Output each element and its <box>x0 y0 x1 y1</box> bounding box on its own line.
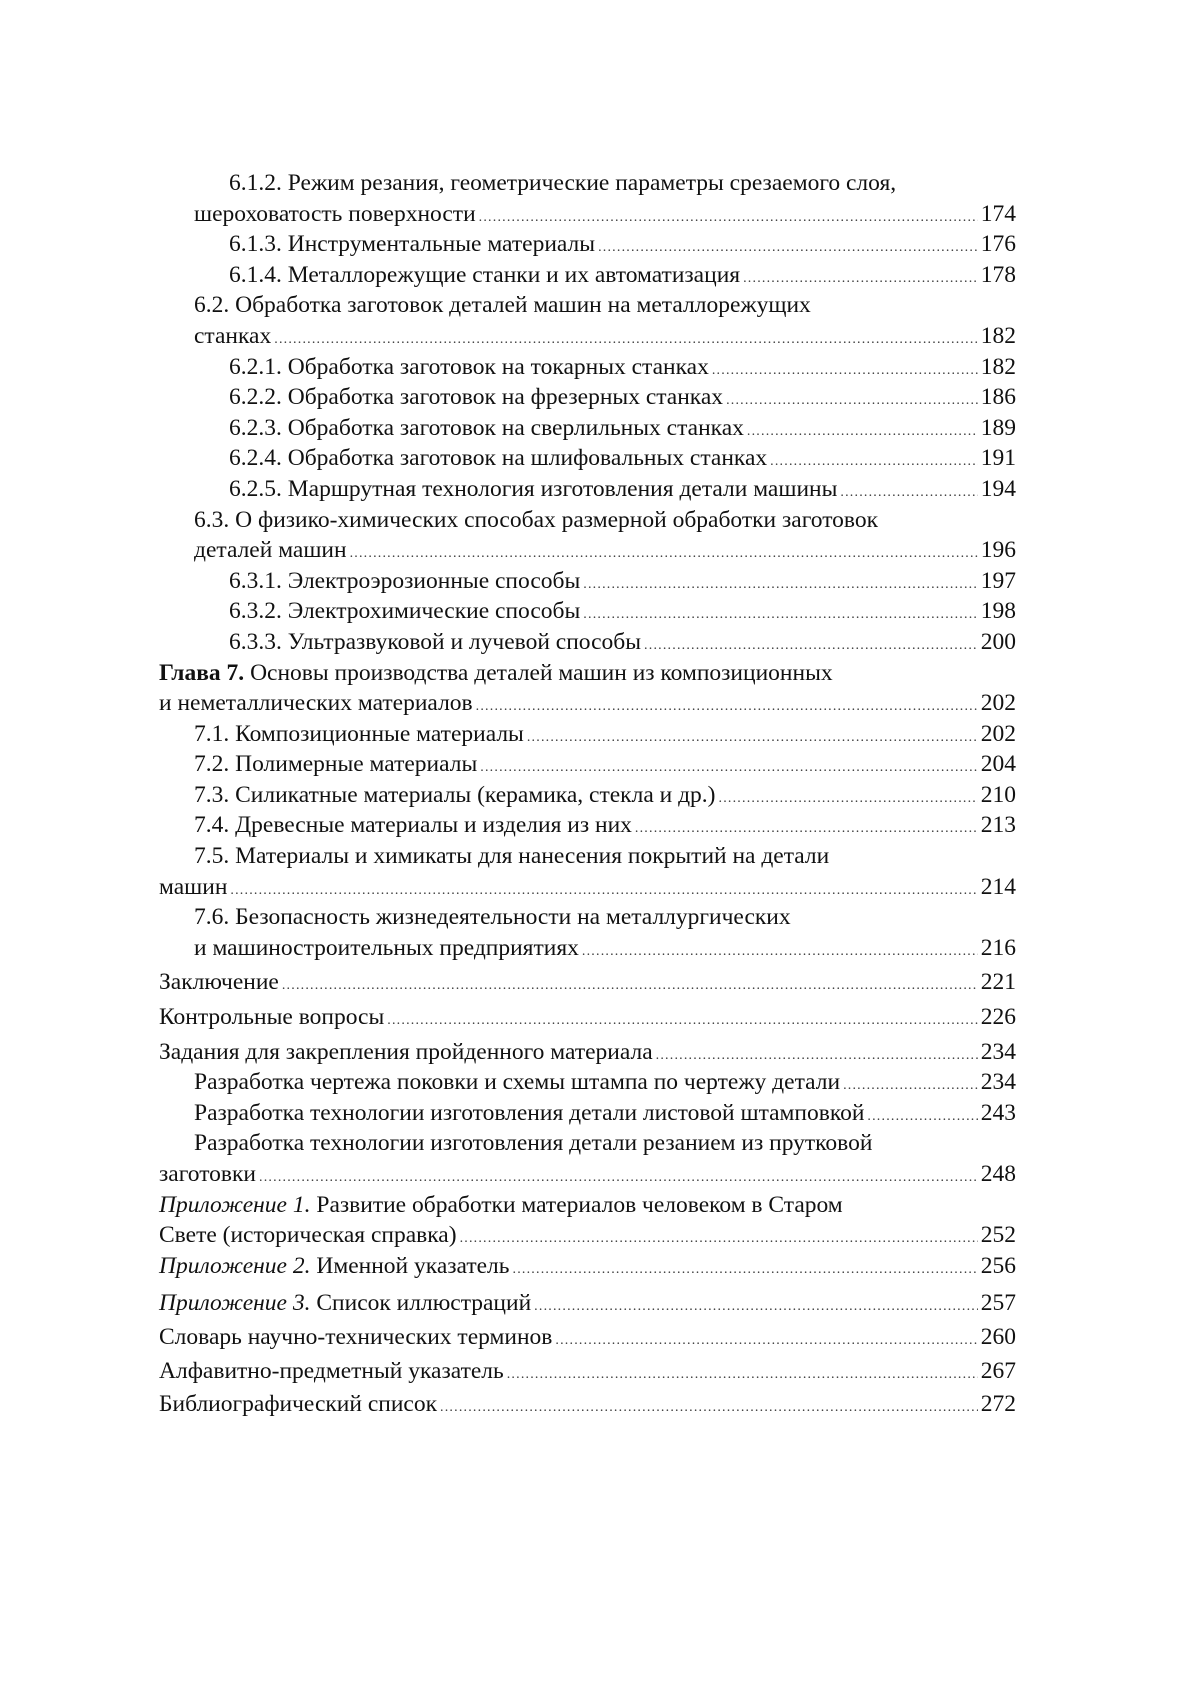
chapter-label: Глава 7. <box>159 659 245 686</box>
page-number: 182 <box>980 353 1016 380</box>
page-number: 174 <box>980 200 1016 227</box>
toc-entry: Приложение 3. Список иллюстраций ..... 257 <box>159 1288 1016 1319</box>
toc-entry: 7.2. Полимерные материалы ..... 204 <box>159 749 1016 780</box>
toc-entry: Словарь научно-технических терминов ..... 260 <box>159 1322 1016 1353</box>
toc-entry: 7.1. Композиционные материалы ..... 202 <box>159 719 1016 750</box>
toc-entry: 6.3. О физико-химических способах размерной обработки заготовок <box>194 506 879 533</box>
toc-entry: 6.2. Обработка заготовок деталей машин на металлорежущих <box>194 292 811 319</box>
page-number: 191 <box>980 445 1016 472</box>
page-number: 198 <box>980 598 1016 625</box>
leader-dots <box>712 356 978 387</box>
page-number: 202 <box>980 720 1016 747</box>
toc-entry: 7.3. Силикатные материалы (керамика, стекла и др.) ..... 210 <box>159 780 1016 811</box>
toc-entry: Приложение 2. Именной указатель ..... 256 <box>159 1251 1016 1282</box>
leader-dots <box>867 1102 977 1133</box>
leader-dots <box>726 386 978 417</box>
leader-dots <box>583 600 977 631</box>
leader-dots <box>534 1292 978 1323</box>
leader-dots <box>513 1255 978 1286</box>
leader-dots <box>582 937 978 968</box>
leader-dots <box>476 692 978 723</box>
toc-entry: заготовки ..... 248 <box>159 1159 1016 1190</box>
toc-entry: деталей машин ..... 196 <box>159 535 1016 566</box>
toc-entry: 6.3.3. Ультразвуковой и лучевой способы ..... 200 <box>159 627 1016 658</box>
page-number: 272 <box>980 1391 1016 1418</box>
toc-entry: Алфавитно-предметный указатель ..... 267 <box>159 1356 1016 1387</box>
toc-entry: 6.3.1. Электроэрозионные способы ..... 197 <box>159 566 1016 597</box>
toc-entry: Разработка технологии изготовления детали резанием из прутковой <box>194 1130 873 1157</box>
leader-dots <box>460 1224 978 1255</box>
page-number: 257 <box>980 1290 1016 1317</box>
page-number: 252 <box>980 1222 1016 1249</box>
toc-entry: Задания для закрепления пройденного материала ..... 234 <box>159 1037 1016 1068</box>
toc-entry: 7.5. Материалы и химикаты для нанесения покрытий на детали <box>194 843 830 870</box>
page-number: 216 <box>980 934 1016 961</box>
page-number: 204 <box>980 751 1016 778</box>
toc-entry: 7.6. Безопасность жизнедеятельности на металлургических <box>194 904 791 931</box>
toc-entry: Приложение 1. Развитие обработки материалов человеком в Старом <box>159 1191 843 1218</box>
toc-entry: Заключение ..... 221 <box>159 967 1016 998</box>
page-number: 234 <box>980 1038 1016 1065</box>
page-number: 178 <box>980 261 1016 288</box>
toc-entry: и неметаллических материалов ..... 202 <box>159 688 1016 719</box>
toc-entry: 6.2.1. Обработка заготовок на токарных станках ..... 182 <box>159 352 1016 383</box>
toc-entry: и машиностроительных предприятиях ..... 216 <box>159 933 1016 964</box>
toc-entry: Контрольные вопросы ..... 226 <box>159 1002 1016 1033</box>
leader-dots <box>527 723 978 754</box>
page-number: 186 <box>980 384 1016 411</box>
page-number: 213 <box>980 812 1016 839</box>
toc-entry: Свете (историческая справка) ..... 252 <box>159 1220 1016 1251</box>
page-number: 214 <box>980 873 1016 900</box>
leader-dots <box>387 1006 977 1037</box>
toc-entry: Библиографический список ..... 272 <box>159 1389 1016 1420</box>
page-number: 189 <box>980 414 1016 441</box>
page-number: 210 <box>980 781 1016 808</box>
page-number: 221 <box>980 969 1016 996</box>
toc-entry: станках ..... 182 <box>159 321 1016 352</box>
page-number: 248 <box>980 1161 1016 1187</box>
leader-dots <box>583 570 977 601</box>
toc-entry: 7.4. Древесные материалы и изделия из них ..... 213 <box>159 810 1016 841</box>
page-number: 202 <box>980 690 1016 717</box>
page-number: 196 <box>980 537 1016 564</box>
toc-entry: 6.3.2. Электрохимические способы ..... 198 <box>159 596 1016 627</box>
page-number: 234 <box>980 1069 1016 1096</box>
appendix-label: Приложение 2. <box>159 1252 311 1279</box>
leader-dots <box>507 1360 978 1391</box>
toc-entry: 6.2.3. Обработка заготовок на сверлильных станках ..... 189 <box>159 413 1016 444</box>
page-number: 200 <box>980 628 1016 655</box>
leader-dots <box>719 784 978 815</box>
toc-entry: Разработка технологии изготовления детали листовой штамповкой ..... 243 <box>159 1098 1016 1129</box>
toc-entry: 6.2.2. Обработка заготовок на фрезерных станках ..... 186 <box>159 382 1016 413</box>
toc-entry: 6.2.5. Маршрутная технология изготовления детали машины ..... 194 <box>159 474 1016 505</box>
toc-entry: 6.1.3. Инструментальные материалы ..... 176 <box>159 229 1016 260</box>
appendix-label: Приложение 1. <box>159 1191 311 1218</box>
page-number: 176 <box>980 231 1016 258</box>
leader-dots <box>747 417 978 448</box>
leader-dots <box>282 971 978 1002</box>
page-number: 260 <box>980 1323 1016 1350</box>
toc-entry: машин ..... 214 <box>159 872 1016 903</box>
page-number: 267 <box>980 1357 1016 1384</box>
toc-entry: 6.1.2. Режим резания, геометрические параметры срезаемого слоя, <box>229 170 897 196</box>
toc-entry: шероховатость поверхности ..... 174 <box>159 199 1016 230</box>
page-number: 243 <box>980 1099 1016 1126</box>
leader-dots <box>555 1326 977 1357</box>
appendix-label: Приложение 3. <box>159 1290 311 1317</box>
toc-entry: 6.2.4. Обработка заготовок на шлифовальных станках ..... 191 <box>159 443 1016 474</box>
page-number: 194 <box>980 475 1016 502</box>
page-number: 197 <box>980 567 1016 594</box>
table-of-contents <box>159 168 1016 1420</box>
toc-entry: 6.1.4. Металлорежущие станки и их автоматизация ..... 178 <box>159 260 1016 291</box>
page-number: 182 <box>980 322 1016 349</box>
leader-dots <box>440 1393 978 1424</box>
page-number: 256 <box>980 1252 1016 1279</box>
page-number: 226 <box>980 1004 1016 1031</box>
toc-entry: Разработка чертежа поковки и схемы штампа по чертежу детали ..... 234 <box>159 1067 1016 1098</box>
toc-chapter-heading: Глава 7. Основы производства деталей машин из композиционных <box>159 659 833 686</box>
